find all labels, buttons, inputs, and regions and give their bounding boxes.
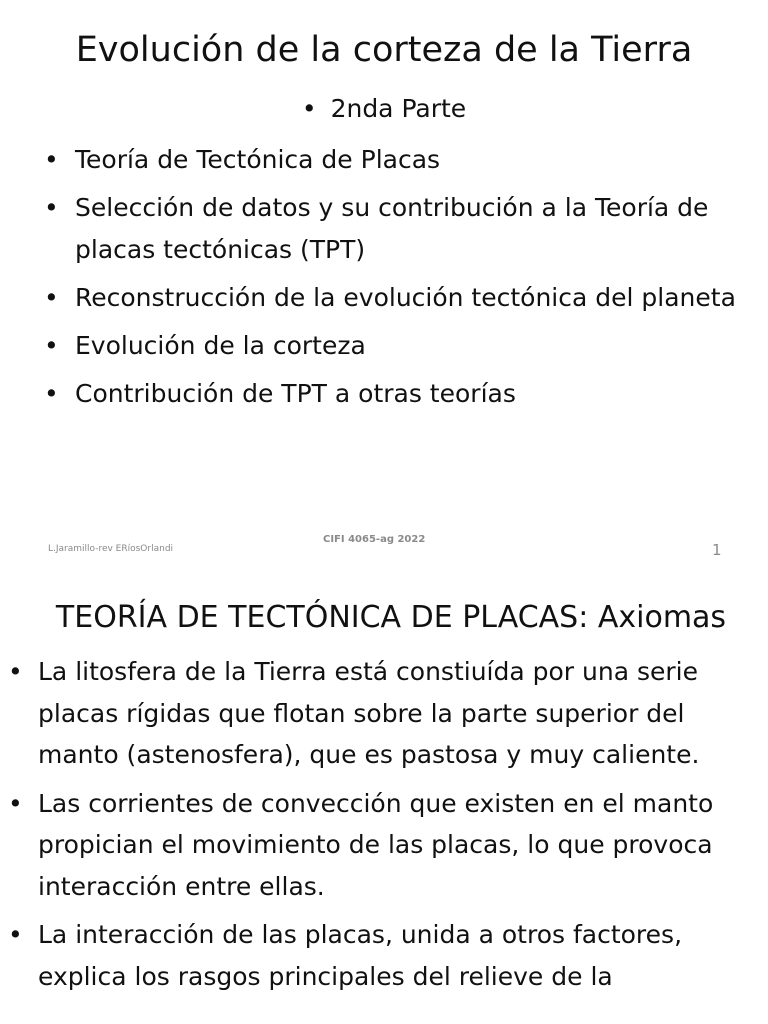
slide-footer-course: CIFI 4065-ag 2022 [323,534,426,545]
list-item [8,651,756,776]
list-item [44,373,744,415]
bullet-icon: • [301,94,317,123]
bullet-icon: • [44,145,59,174]
list-item-text: La litosfera de la Tierra está constiuída por una serie placas rígidas que flotan sobre la parte superior del manto (astenosfera), que es pastosa y muy caliente. [38,657,700,769]
bullet-icon: • [8,920,23,949]
slide-2 [0,572,768,1024]
slide-footer-author: L.Jaramillo-rev ERíosOrlandi [48,544,174,554]
list-item [44,277,744,319]
list-item-text: Contribución de TPT a otras teorías [75,379,516,408]
slide-page-number: 1 [712,541,722,559]
slide-1-subtitle [0,92,768,126]
bullet-icon: • [8,657,23,686]
list-item [44,325,744,367]
list-item-text: La interacción de las placas, unida a otros factores, explica los rasgos principales del relieve de la [38,920,683,991]
bullet-icon: • [8,788,23,818]
bullet-icon: • [44,283,59,312]
bullet-icon: • [44,193,59,222]
list-item-text: Teoría de Tectónica de Placas [75,145,441,174]
slide-1-subtitle-text: 2nda Parte [330,94,467,123]
list-item-text: Reconstrucción de la evolución tectónica del planeta [75,283,736,312]
list-item-text: Selección de datos y su contribución a la Teoría de placas tectónicas (TPT) [75,193,709,264]
slide-2-title: TEORÍA DE TECTÓNICA DE PLACAS: Axiomas [55,600,727,635]
list-item [8,783,756,908]
list-item [8,914,756,997]
bullet-icon: • [44,379,59,408]
bullet-icon: • [44,331,59,360]
list-item [44,139,744,181]
slide-2-bullet-list [8,651,756,1004]
slide-1-title: Evolución de la corteza de la Tierra [75,30,693,70]
list-item-text: Evolución de la corteza [75,331,366,360]
slide-1-bullet-list [44,139,744,421]
list-item [44,187,744,271]
list-item-text: Las corrientes de convección que existen en el manto propician el movimiento de las placas, lo que provoca interacción entre ellas. [38,788,714,901]
